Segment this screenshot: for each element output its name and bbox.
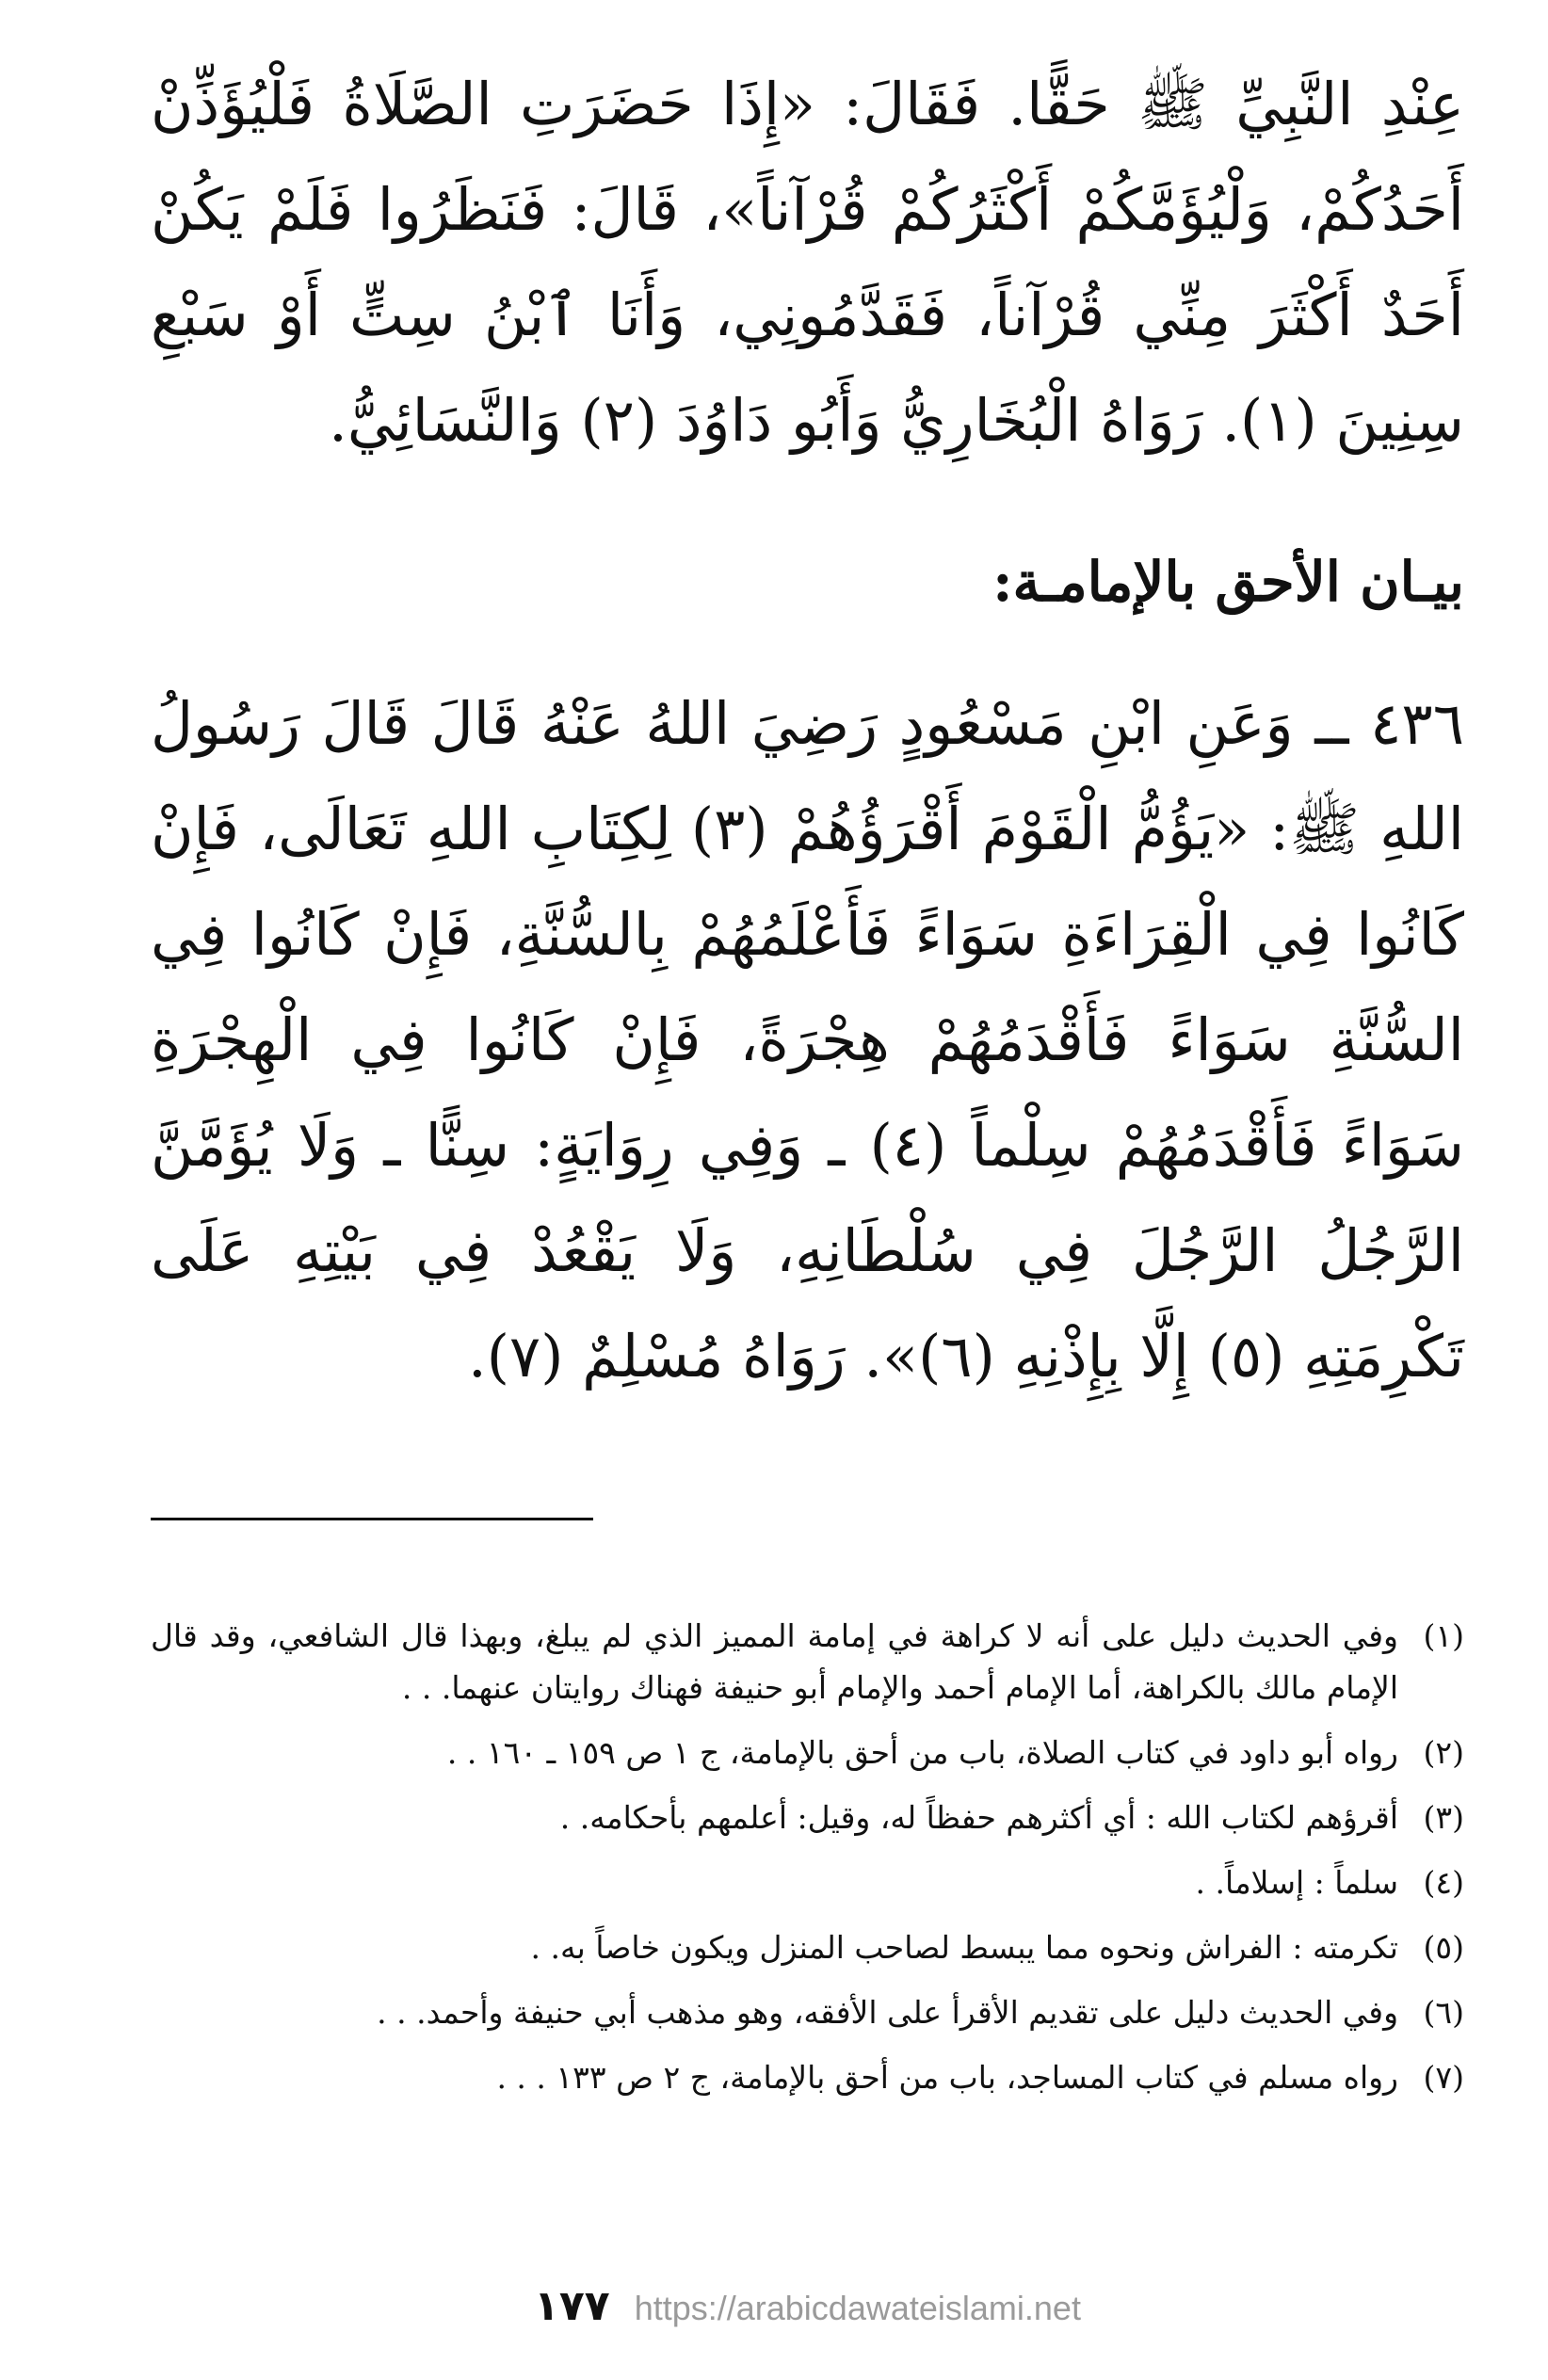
footnote-number: (١) bbox=[1423, 1617, 1464, 1654]
footnote bbox=[151, 1610, 1464, 1713]
footnote-text: وفي الحديث دليل على أنه لا كراهة في إمامة المميز الذي لم يبلغ، وبهذا قال الشافعي، وقد قال الإمام مالك بالكراهة، أما الإمام أحمد والإمام أبو حنيفة فهناك روايتان عنهما. . . bbox=[151, 1617, 1398, 1706]
footnote bbox=[151, 2051, 1464, 2103]
main-text bbox=[151, 52, 1464, 474]
footnote-text: تكرمته : الفراش ونحوه مما يبسط لصاحب المنزل ويكون خاصاً به. . bbox=[530, 1929, 1398, 1966]
footnote bbox=[151, 1727, 1464, 1778]
footnote bbox=[151, 1792, 1464, 1843]
hadith-paragraph: ٤٣٦ ــ وَعَنِ ابْنِ مَسْعُودٍ رَضِيَ اللهُ عَنْهُ قَالَ قَالَ رَسُولُ اللهِ ﷺ: «يَؤُمُّ الْقَوْمَ أَقْرَؤُهُمْ (٣) لِكِتَابِ اللهِ تَعَالَى، فَإِنْ كَانُوا فِي الْقِرَاءَةِ سَوَاءً فَأَعْلَمُهُمْ بِالسُّنَّةِ، فَإِنْ كَانُوا فِي السُّنَّةِ سَوَاءً فَأَقْدَمُهُمْ هِجْرَةً، فَإِنْ كَانُوا فِي الْهِجْرَةِ سَوَاءً فَأَقْدَمُهُمْ سِلْماً (٤) ـ وَفِي رِوَايَةٍ: سِنًّا ـ وَلَا يُؤَمَّنَّ الرَّجُلُ الرَّجُلَ فِي سُلْطَانِهِ، وَلَا يَقْعُدْ فِي بَيْتِهِ عَلَى تَكْرِمَتِهِ (٥) إِلَّا بِإِذْنِهِ (٦)». رَوَاهُ مُسْلِمٌ (٧). bbox=[151, 689, 1465, 1391]
footnote-text: وفي الحديث دليل على تقديم الأقرأ على الأفقه، وهو مذهب أبي حنيفة وأحمد. . . bbox=[377, 1994, 1398, 2031]
footnote-text: سلماً : إسلاماً. . bbox=[1195, 1864, 1398, 1901]
page-footer bbox=[151, 2274, 1464, 2340]
hadith-paragraph-continued: عِنْدِ النَّبِيِّ ﷺ حَقًّا. فَقَالَ: «إِذَا حَضَرَتِ الصَّلَاةُ فَلْيُؤَذِّنْ أَحَدُكُمْ، وَلْيُؤَمَّكُمْ أَكْثَرُكُمْ قُرْآناً»، قَالَ: فَنَظَرُوا فَلَمْ يَكُنْ أَحَدٌ أَكْثَرَ مِنِّي قُرْآناً، فَقَدَّمُونِي، وَأَنَا ٱبْنُ سِتٍّ أَوْ سَبْعِ سِنِينَ (١). رَوَاهُ الْبُخَارِيُّ وَأَبُو دَاوُدَ (٢) وَالنَّسَائِيُّ. bbox=[151, 70, 1464, 455]
footnote-number: (٤) bbox=[1423, 1864, 1464, 1901]
watermark-url: https://arabicdawateislami.net bbox=[634, 2289, 1081, 2327]
hadith-436 bbox=[151, 671, 1464, 1409]
section-heading: بيـان الأحق بالإمامـة: bbox=[992, 550, 1464, 614]
footnote-divider bbox=[151, 1518, 593, 1520]
footnote-number: (٣) bbox=[1423, 1799, 1464, 1836]
footnote-text: رواه مسلم في كتاب المساجد، باب من أحق بالإمامة، ج ٢ ص ١٣٣ . . . bbox=[496, 2059, 1398, 2096]
footnote-text: أقرؤهم لكتاب الله : أي أكثرهم حفظاً له، وقيل: أعلمهم بأحكامه. . bbox=[559, 1799, 1398, 1836]
footnote-number: (٥) bbox=[1423, 1929, 1464, 1966]
footnote bbox=[151, 1857, 1464, 1908]
footnote bbox=[151, 1986, 1464, 2038]
footnotes bbox=[151, 1610, 1464, 2103]
footnote-text: رواه أبو داود في كتاب الصلاة، باب من أحق بالإمامة، ج ١ ص ١٥٩ ـ ١٦٠ . . bbox=[446, 1734, 1398, 1771]
book-page bbox=[151, 52, 1464, 2340]
page-number: ١٧٧ bbox=[534, 2282, 610, 2330]
footnote-number: (٧) bbox=[1423, 2059, 1464, 2096]
footnote bbox=[151, 1922, 1464, 1973]
footnote-number: (٢) bbox=[1423, 1734, 1464, 1771]
footnote-number: (٦) bbox=[1423, 1994, 1464, 2031]
